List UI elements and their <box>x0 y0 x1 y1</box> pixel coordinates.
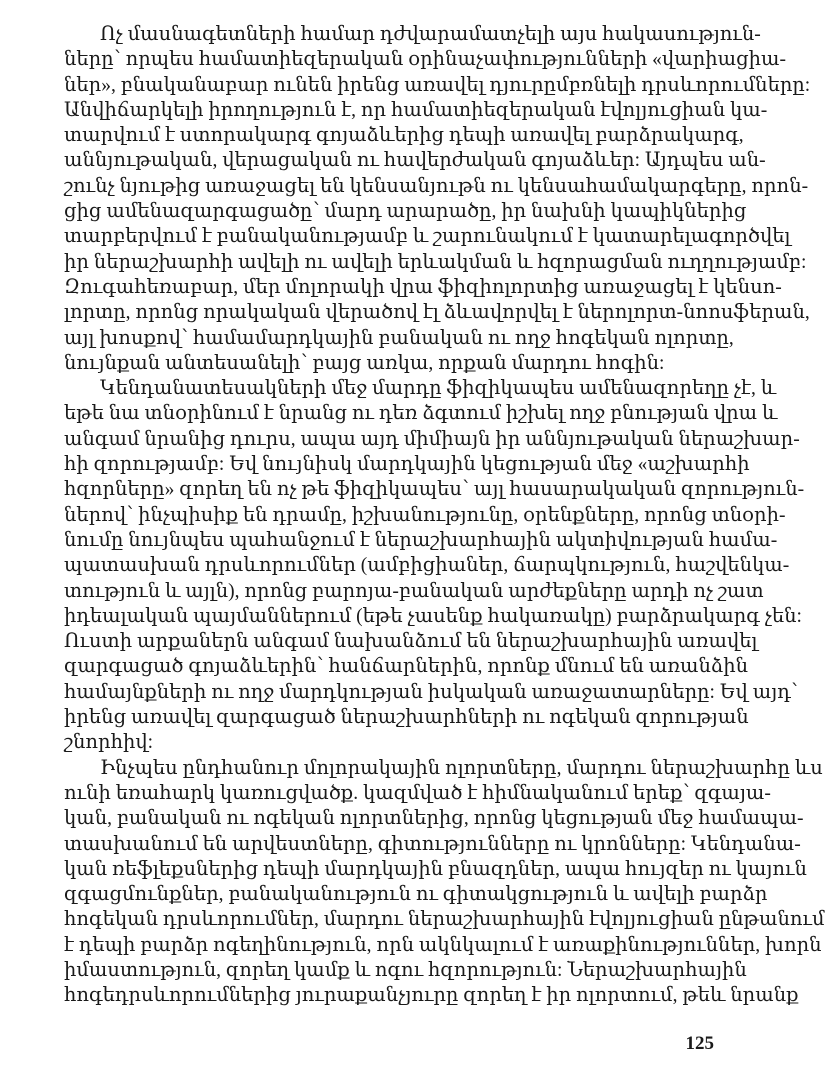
text-line: լորտը, որոնց որակական վերածով էլ ձևավորվել է ներոլորտ-նոոսֆերան, <box>64 302 810 324</box>
text-line: իմաստություն, զորեղ կամք և ոգու հզորություն: Ներաշխարհային <box>64 959 747 981</box>
text-line: տարբերվում է բանականությամբ և շարունակում է կատարելագործվել <box>64 226 791 248</box>
text-line: ներ», բնականաբար ունեն իրենց առավել դյուրըմբռնելի դրսևորումները: <box>64 74 811 96</box>
text-line: նույնքան անտեսանելի՝ բայց առկա, որքան մարդու հոգին: <box>64 352 665 374</box>
text-line: այլ խոսքով՝ համամարդկային բանական ու ողջ հոգեկան ոլորտը, <box>64 327 734 349</box>
text-line: տություն և այլն), որոնց բարոյա-բանական արժեքները արդի ոչ շատ <box>64 580 764 602</box>
text-line: զգացմունքներ, բանականություն ու գիտակցություն և ավելի բարձր <box>64 884 768 906</box>
text-line: հոգեդրսևորումներից յուրաքանչյուրը զորեղ է իր ոլորտում, թեև նրանք <box>64 985 799 1007</box>
text-line: շունչ նյութից առաջացել են կենսանյութն ու կենսահամակարգերը, որոն- <box>64 175 809 197</box>
text-line: կան, բանական ու ոգեկան ոլորտներից, որոնց կեցության մեջ համապա- <box>64 808 804 830</box>
text-line: Անվիճարկելի իրողություն է, որ համատիեզերական էվոլյուցիան կա- <box>64 99 768 121</box>
text-line: Կենդանատեսակների մեջ մարդը ֆիզիկապես ամենազորեղը չէ, և <box>100 378 777 400</box>
text-line: տասխանում են արվեստները, գիտությունները ու կրոնները: Կենդանա- <box>64 833 801 855</box>
document-page <box>64 22 825 1042</box>
text-line: համայնքների ու ողջ մարդկության իսկական առաջատարները: Եվ այդ՝ <box>64 681 798 703</box>
text-line: իր ներաշխարհի ավելի ու ավելի երևակման և հզորացման ուղղությամբ: <box>64 251 807 273</box>
text-line: ունի եռահարկ կառուցվածք. կազմված է հիմնականում երեք՝ զգայա- <box>64 782 771 804</box>
text-line: Ոչ մասնագետների համար դժվարամատչելի այս հակասություն- <box>100 24 761 45</box>
text-line: տարվում է ստորակարգ գոյաձևերից դեպի առավել բարձրակարգ, <box>64 125 744 147</box>
text-line: Ուստի արքաներն անգամ նախանձում են ներաշխարհային առավել <box>64 631 758 653</box>
text-line: ցից ամենազարգացածը՝ մարդ արարածը, իր նախնի կապիկներից <box>64 201 747 223</box>
page-number: 125 <box>685 1033 714 1054</box>
paragraph-3 <box>64 756 825 1009</box>
text-line: ներով՝ ինչպիսիք են դրամը, իշխանությունը, օրենքները, որոնց տնօրի- <box>64 504 786 526</box>
text-line: իրենց առավել զարգացած ներաշխարհների ու ոգեկան զորության <box>64 707 749 729</box>
text-line: պատասխան դրսևորումներ (ամբիցիաներ, ճարպկություն, հաշվենկա- <box>64 555 790 577</box>
text-line: հոգեկան դրսևորումներ, մարդու ներաշխարհային էվոլյուցիան ընթանում <box>64 909 825 931</box>
text-line: իդեալական պայմաններում (եթե չասենք հակառակը) բարձրակարգ չեն: <box>64 605 802 627</box>
text-line: հի զորությամբ: Եվ նույնիսկ մարդկային կեցության մեջ «աշխարհի <box>64 454 750 476</box>
text-line: աննյութական, վերացական ու հավերժական գոյաձևեր: Այդպես ան- <box>64 150 766 172</box>
text-line: է դեպի բարձր ոգեղինություն, որն ակնկալում է առաքինություններ, խորն <box>64 934 822 956</box>
paragraph-2 <box>64 376 805 755</box>
text-line: կան ռեֆլեքսներից դեպի մարդկային բնազդներ, ապա հույզեր ու կայուն <box>64 858 807 880</box>
text-line: շնորհիվ: <box>64 732 154 754</box>
text-line: եթե նա տնօրինում է նրանց ու դեռ ձգտում իշխել ողջ բնության վրա և <box>64 403 778 425</box>
text-line: զարգացած գոյաձևերին՝ հանճարներին, որոնք մնում են առանձին <box>64 656 749 678</box>
text-line: անգամ նրանից դուրս, ապա այդ միմիայն իր աննյութական ներաշխար- <box>64 428 800 450</box>
text-line: նումը նույնպես պահանջում է ներաշխարհային ակտիվության համա- <box>64 529 778 551</box>
paragraph-1 <box>64 22 811 376</box>
text-line: Զուգահեռաբար, մեր մոլորակի վրա ֆիզիոլորտից առաջացել է կենսո- <box>64 276 782 298</box>
text-line: Ինչպես ընդհանուր մոլորակային ոլորտները, մարդու ներաշխարհը ևս <box>100 757 823 779</box>
text-line: ները՝ որպես համատիեզերական օրինաչափությունների «վարիացիա- <box>64 49 787 71</box>
text-line: հզորները» զորեղ են ոչ թե ֆիզիկապես՝ այլ հասարակական զորություն- <box>64 479 805 501</box>
